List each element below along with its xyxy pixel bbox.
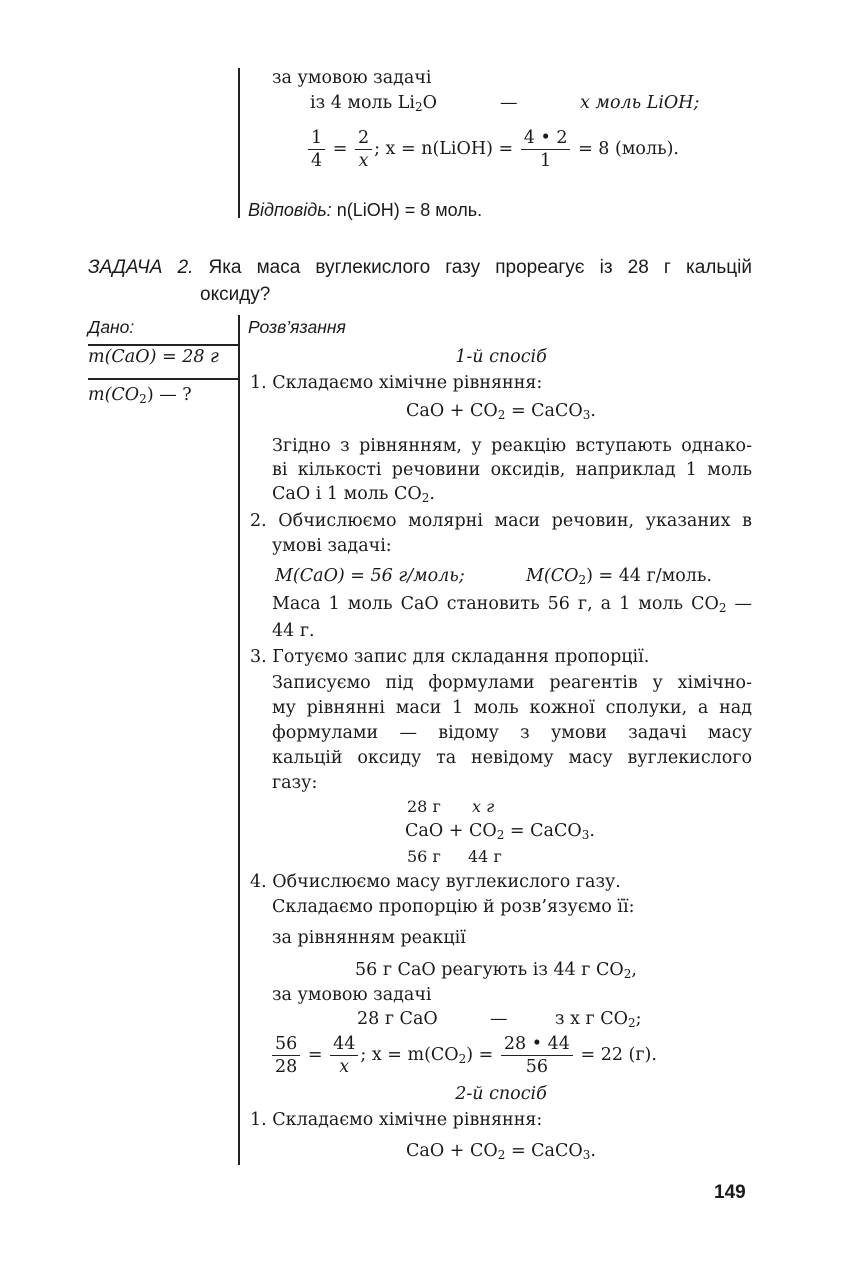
given-item xyxy=(88,383,192,407)
fraction xyxy=(521,127,571,172)
given-item: m(CaO) = 28 г xyxy=(88,347,219,367)
solution-divider-top xyxy=(238,68,240,218)
text: M(CO xyxy=(526,566,579,586)
text: 2 xyxy=(628,1016,636,1030)
text: 2 xyxy=(139,392,147,406)
text: Маса 1 моль CaO становить 56 г, а 1 моль CO xyxy=(272,594,719,614)
numerator: 1 xyxy=(308,127,325,150)
text: ) = 44 г/моль. xyxy=(586,566,712,586)
text: 56 г CaO реагують із 44 г CO xyxy=(355,960,624,980)
dash: — xyxy=(500,93,518,113)
step: 2. Обчислюємо молярні маси речовин, указаних в xyxy=(250,511,752,531)
text-line: Складаємо пропорцію й розв’язуємо її: xyxy=(272,897,635,917)
task-text-cont: оксиду? xyxy=(200,284,271,305)
text: CaO і 1 моль CO xyxy=(272,484,422,504)
text: ; x = m(CO xyxy=(360,1045,459,1065)
mass-above: x г xyxy=(472,797,495,816)
text-line xyxy=(272,592,752,616)
step: 1. Складаємо хімічне рівняння: xyxy=(250,373,543,393)
text: 2 xyxy=(421,491,430,505)
text: 2 xyxy=(497,1148,506,1162)
text: 2 xyxy=(578,573,587,587)
answer-value: n(LiOH) = 8 моль. xyxy=(336,200,483,220)
text: = 8 (моль). xyxy=(578,139,679,159)
step: 4. Обчислюємо масу вуглекислого газу. xyxy=(250,872,621,892)
molar-mass xyxy=(526,564,712,588)
numerator: 2 xyxy=(355,127,372,150)
text-line: газу: xyxy=(272,773,318,793)
text: = CaCO xyxy=(505,401,583,421)
fraction xyxy=(330,1033,358,1078)
denominator: x xyxy=(339,1057,350,1077)
text: з x г CO xyxy=(555,1009,629,1029)
denominator: x xyxy=(358,151,369,171)
method-heading: 1-й спосіб xyxy=(455,347,547,367)
text-line: умові задачі: xyxy=(272,536,392,556)
text-line xyxy=(355,958,637,982)
text-line: му рівнянні маси 1 моль кожної сполуки, а над xyxy=(272,698,752,718)
numerator: 44 xyxy=(330,1033,358,1056)
fraction xyxy=(272,1033,300,1078)
answer xyxy=(248,198,482,222)
denominator: 1 xyxy=(540,151,552,171)
text: CaO + CO xyxy=(406,401,498,421)
text-line: x моль LiOH; xyxy=(580,93,700,113)
dash: — xyxy=(490,1009,508,1029)
answer-label: Відповідь: xyxy=(248,200,332,220)
text: O xyxy=(422,93,437,113)
text-line xyxy=(272,482,435,506)
text: 2 xyxy=(718,601,727,615)
denominator: 4 xyxy=(311,151,323,171)
text: ) — ? xyxy=(146,385,192,405)
text: ) = xyxy=(466,1045,494,1065)
task-text: Яка маса вуглекислого газу прореагує із 28 г кальцій xyxy=(208,257,752,278)
text-line: кальцій оксиду та невідому масу вуглекислого xyxy=(272,748,752,768)
equation-row: $\frac{56}{28}$ = $\frac{44}{x}$ ; $x = m(CO_2)$ = $\frac{28 • 44}{56}$ = 22 (г). xyxy=(270,1030,657,1080)
numerator: 56 xyxy=(272,1033,300,1056)
mass-below: 44 г xyxy=(468,847,502,866)
fraction xyxy=(355,127,372,172)
solution-divider xyxy=(238,315,240,1165)
text-line: 44 г. xyxy=(272,621,315,641)
text: 2 xyxy=(458,1052,467,1066)
text-line: 28 г CaO xyxy=(357,1009,438,1029)
molar-mass xyxy=(275,564,465,588)
text: 2 xyxy=(497,408,506,422)
denominator: 28 xyxy=(275,1057,298,1077)
text-line: за умовою задачі xyxy=(272,985,432,1005)
solution-label: Розв’язання xyxy=(248,317,346,337)
given-label: Дано: xyxy=(88,317,135,337)
text: 2 xyxy=(623,967,632,981)
proportion-row xyxy=(310,91,437,115)
text-line: ві кількості речовини оксидів, наприклад 1 моль xyxy=(272,460,752,480)
text: M(CaO) = 56 г/моль; xyxy=(275,566,465,586)
task-label: ЗАДАЧА 2. xyxy=(88,257,194,278)
text-line xyxy=(555,1007,642,1031)
fraction xyxy=(308,127,325,172)
text: . xyxy=(429,484,435,504)
text: CaO + CO xyxy=(406,1141,498,1161)
text-line: формулами — відому з умови задачі масу xyxy=(272,723,752,743)
mass-above: 28 г xyxy=(407,797,441,816)
task-heading xyxy=(88,256,752,280)
text: 3 xyxy=(581,828,590,842)
text-line: за умовою задачі xyxy=(272,68,432,88)
text: = 22 (г). xyxy=(580,1045,657,1065)
text: ; x = n(LiOH) = xyxy=(374,139,514,159)
text: m(CO xyxy=(88,385,140,405)
numerator: 28 • 44 xyxy=(501,1033,573,1056)
text: 2 xyxy=(414,100,423,114)
text-line: за рівнянням реакції xyxy=(272,928,466,948)
page-number: 149 xyxy=(714,1182,746,1203)
text-line: Згідно з рівнянням, у реакцію вступають однако- xyxy=(272,436,752,456)
text-line: Записуємо під формулами реагентів у хімічно- xyxy=(272,673,752,693)
text: 3 xyxy=(582,408,591,422)
text: ; xyxy=(635,1009,642,1029)
numerator: 4 • 2 xyxy=(521,127,571,150)
fraction xyxy=(501,1033,573,1078)
denominator: 56 xyxy=(525,1057,549,1077)
step: 1. Складаємо хімічне рівняння: xyxy=(250,1110,543,1130)
text: 3 xyxy=(582,1148,591,1162)
equation-row: $\frac{1}{4}$ = $\frac{2}{x}$ ; x = n(LiOH) = $\frac{4 • 2}{1}$ = 8 (моль). xyxy=(306,124,679,174)
text: , xyxy=(631,960,637,980)
equation xyxy=(250,399,752,423)
text: . xyxy=(589,821,595,841)
text: = CaCO xyxy=(504,821,582,841)
step: 3. Готуємо запис для складання пропорції. xyxy=(250,647,650,667)
mass-below: 56 г xyxy=(407,847,441,866)
text: = CaCO xyxy=(505,1141,583,1161)
method-heading: 2-й спосіб xyxy=(455,1084,547,1104)
equation xyxy=(250,1139,752,1163)
text: . xyxy=(590,401,596,421)
text: . xyxy=(590,1141,596,1161)
text: 2 xyxy=(496,828,505,842)
text: — xyxy=(726,594,752,614)
equation xyxy=(405,819,595,843)
text: CaO + CO xyxy=(405,821,497,841)
given-divider-2 xyxy=(88,378,238,380)
text: із 4 моль Li xyxy=(310,93,415,113)
